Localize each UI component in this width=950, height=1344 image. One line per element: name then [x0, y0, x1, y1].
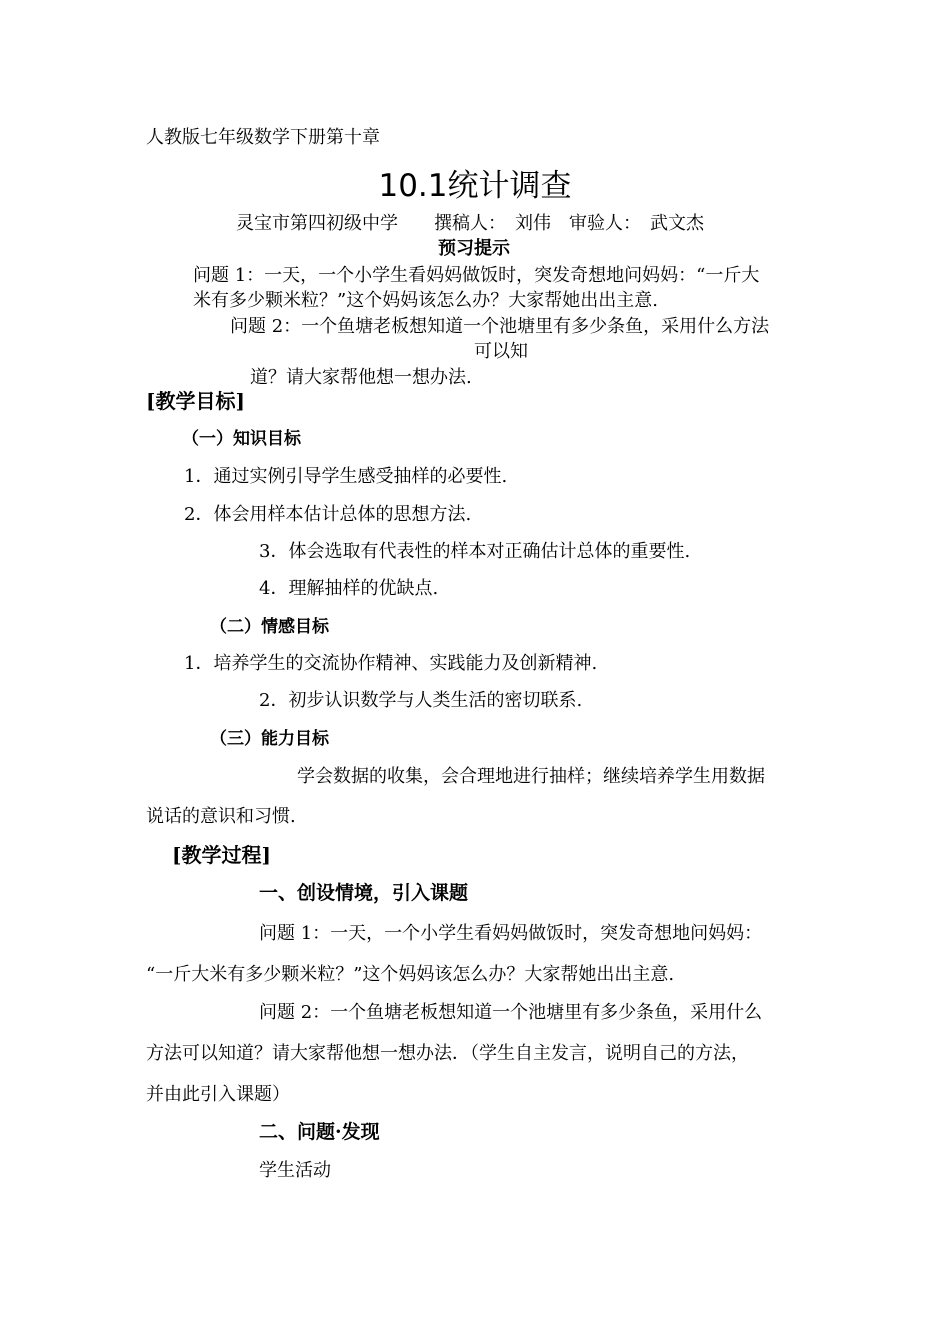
- list-item: 2．初步认识数学与人类生活的密切联系.: [259, 690, 583, 711]
- paragraph-line: “一斤大米有多少颗米粒？”这个妈妈该怎么办？大家帮她出出主意.: [146, 964, 675, 985]
- section-heading: 二、问题·发现: [259, 1121, 380, 1143]
- preview-line: 问题 1：一天，一个小学生看妈妈做饭时，突发奇想地问妈妈：“一斤大: [193, 265, 760, 286]
- paragraph-line: 学生活动: [259, 1160, 331, 1181]
- emotion-heading: （二）情感目标: [210, 617, 329, 637]
- preview-line: 道？请大家帮他想一想办法.: [250, 367, 472, 388]
- paragraph-line: 方法可以知道？请大家帮他想一想办法．（学生自主发言，说明自己的方法，: [146, 1043, 749, 1064]
- section-heading: 一、创设情境，引入课题: [259, 882, 469, 904]
- process-heading: [教学过程]: [172, 843, 271, 867]
- list-item: 3．体会选取有代表性的样本对正确估计总体的重要性.: [259, 541, 691, 562]
- paragraph-line: 学会数据的收集，会合理地进行抽样；继续培养学生用数据: [297, 766, 765, 787]
- page-title: 10.1统计调查: [378, 168, 572, 204]
- list-item: 1．培养学生的交流协作精神、实践能力及创新精神.: [184, 653, 598, 674]
- ability-heading: （三）能力目标: [210, 729, 329, 749]
- preview-line: 问题 2：一个鱼塘老板想知道一个池塘里有多少条鱼，采用什么方法: [230, 316, 770, 337]
- paragraph-line: 问题 2：一个鱼塘老板想知道一个池塘里有多少条鱼，采用什么: [259, 1002, 763, 1023]
- paragraph-line: 问题 1：一天，一个小学生看妈妈做饭时，突发奇想地问妈妈：: [259, 923, 763, 944]
- knowledge-heading: （一）知识目标: [182, 429, 301, 449]
- preview-heading: 预习提示: [438, 238, 510, 259]
- byline: 灵宝市第四初级中学 撰稿人： 刘伟 审验人： 武文杰: [236, 213, 704, 234]
- preview-line: 米有多少颗米粒？”这个妈妈该怎么办？大家帮她出出主意.: [193, 290, 658, 311]
- paragraph-line: 说话的意识和习惯.: [146, 806, 296, 827]
- paragraph-line: 并由此引入课题）: [146, 1084, 290, 1105]
- list-item: 2．体会用样本估计总体的思想方法.: [184, 504, 472, 525]
- preview-line: 可以知: [474, 341, 528, 362]
- objectives-heading: [教学目标]: [146, 389, 245, 413]
- list-item: 1．通过实例引导学生感受抽样的必要性.: [184, 466, 508, 487]
- book-header: 人教版七年级数学下册第十章: [146, 127, 380, 148]
- list-item: 4．理解抽样的优缺点.: [259, 578, 439, 599]
